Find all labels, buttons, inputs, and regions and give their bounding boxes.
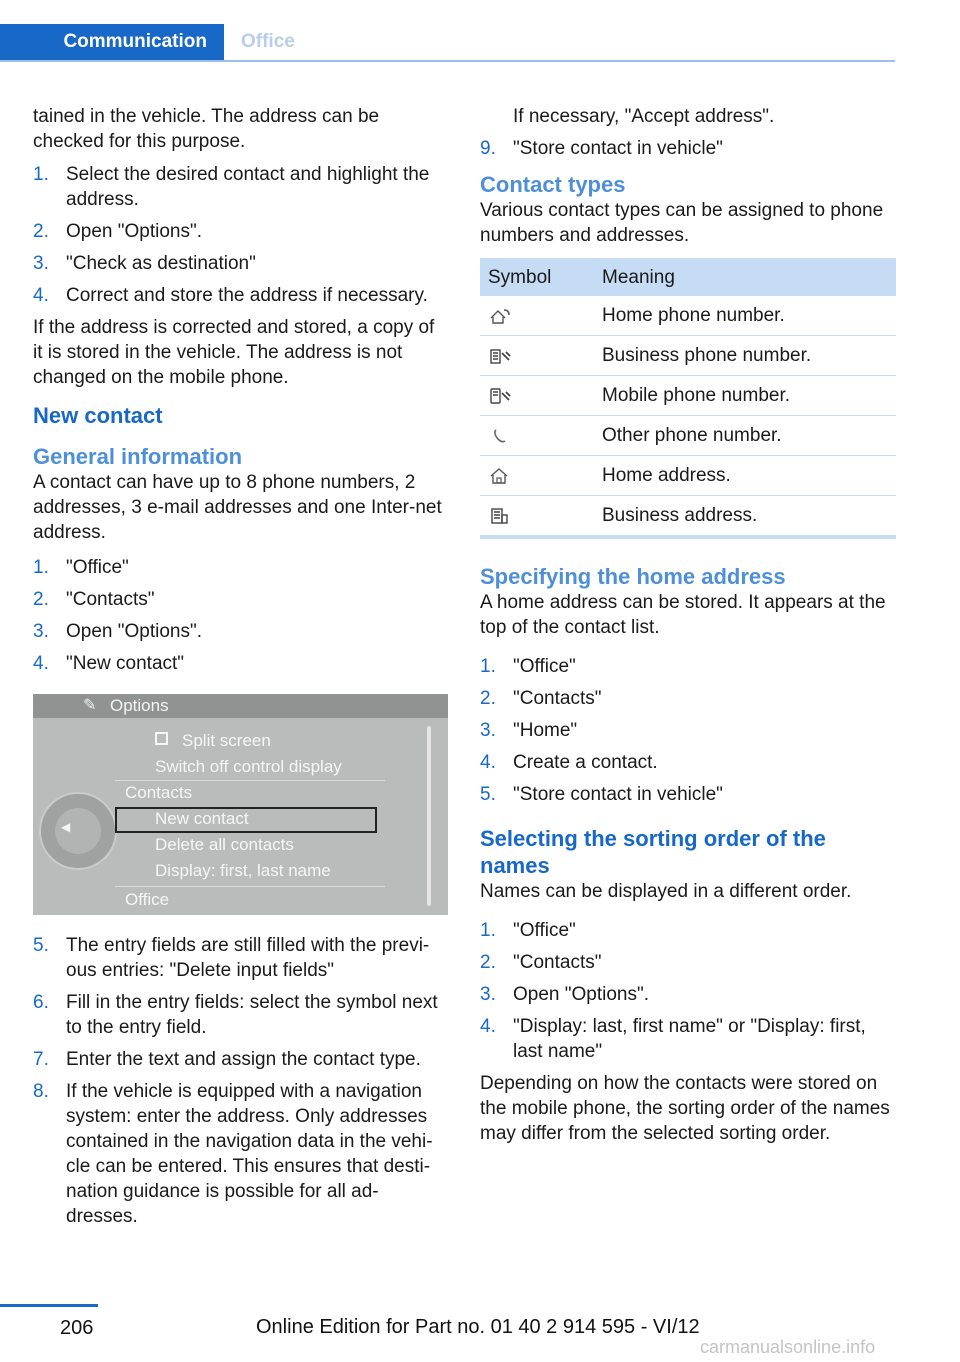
step-text: Select the desired contact and highlight the address. (66, 164, 430, 210)
table-row (480, 376, 896, 416)
screenshot-title: Options (110, 696, 169, 715)
step-text: "Store contact in vehicle" (513, 784, 723, 805)
step-number: 2. (33, 221, 49, 242)
step-number: 2. (480, 688, 496, 709)
arrow-left-icon: ◀ (61, 820, 71, 834)
contact-types-paragraph: Various contact types can be assigned to phone numbers and addresses. (480, 200, 884, 246)
edition-text: Online Edition for Part no. 01 40 2 914 595 - VI/12 (256, 1316, 700, 1338)
step-number: 3. (480, 720, 496, 741)
list-item (33, 587, 448, 612)
menu-item-new-contact[interactable]: New contact (155, 809, 249, 828)
list-item (33, 1079, 448, 1229)
controller-knob-icon (39, 792, 117, 870)
list-item (480, 686, 896, 711)
list-item (33, 219, 448, 244)
table-row (480, 416, 896, 456)
menu-item-delete-all[interactable]: Delete all contacts (155, 835, 294, 854)
left-column (33, 104, 448, 1236)
menu-separator (115, 886, 385, 887)
table-row (480, 336, 896, 376)
step-text: "Check as destination" (66, 253, 256, 274)
mobile-phone-icon (488, 387, 512, 405)
business-address-icon (488, 507, 512, 525)
list-item (480, 782, 896, 807)
sort-after-paragraph: Depending on how the contacts were stored on the mobile phone, the sorting order of the names may differ from the selected sorting order. (480, 1073, 890, 1144)
options-menu-screenshot (33, 694, 448, 915)
list-item (33, 990, 448, 1040)
list-item (33, 1047, 448, 1072)
list-item (480, 918, 896, 943)
menu-separator (115, 780, 385, 781)
step-number: 5. (33, 935, 49, 956)
page-header (0, 24, 895, 62)
step-text: Create a contact. (513, 752, 658, 773)
section-tab[interactable]: Communication (0, 24, 224, 60)
step-number: 9. (480, 138, 496, 159)
heading-new-contact: New contact (33, 403, 163, 428)
step-text: Open "Options". (66, 621, 203, 642)
table-row (480, 456, 896, 496)
list-item (33, 933, 448, 983)
step-number: 4. (480, 1016, 496, 1037)
home-steps-list (480, 654, 896, 807)
contact-types-table (480, 258, 896, 539)
page-number: 206 (60, 1317, 94, 1339)
list-item (480, 718, 896, 743)
meaning-cell: Business phone number. (594, 336, 896, 376)
table-row (480, 296, 896, 336)
step-number: 1. (480, 656, 496, 677)
subsection-tab[interactable]: Office (241, 31, 295, 52)
step-number: 4. (33, 285, 49, 306)
heading-contact-types: Contact types (480, 172, 626, 197)
page-number-bar (0, 1304, 98, 1307)
meaning-cell: Home phone number. (594, 296, 896, 336)
column-header-symbol: Symbol (480, 258, 594, 296)
heading-sorting-order: Selecting the sorting order of the names (480, 826, 826, 878)
step-number: 1. (480, 920, 496, 941)
step-number: 3. (480, 984, 496, 1005)
list-item (480, 1014, 896, 1064)
step-number: 6. (33, 992, 49, 1013)
step-text: If the vehicle is equipped with a navigation system: enter the address. Only addresses contained in the navigation data in the vehi‐cle can be entered. This ensures that desti‐nation guidance is possible for all ad‐dresses. (66, 1081, 433, 1227)
step-text: Correct and store the address if necessary. (66, 285, 428, 306)
list-item (480, 950, 896, 975)
menu-item-display[interactable]: Display: first, last name (155, 861, 331, 880)
step-text: "Office" (513, 656, 576, 677)
step-number: 5. (480, 784, 496, 805)
step-text: "Contacts" (513, 688, 602, 709)
meaning-cell: Home address. (594, 456, 896, 496)
screenshot-title-bar (33, 694, 448, 718)
step-8-continued: If necessary, "Accept address". (513, 106, 775, 127)
list-item (33, 555, 448, 580)
general-paragraph: A contact can have up to 8 phone numbers, 2 addresses, 3 e-mail addresses and one Inter‐net address. (33, 472, 442, 543)
check-steps-list (33, 162, 448, 308)
table-row (480, 496, 896, 538)
step-text: "Store contact in vehicle" (513, 138, 723, 159)
scrollbar[interactable] (427, 726, 431, 906)
continued-steps-list (33, 933, 448, 1229)
menu-item-split-screen[interactable]: Split screen (155, 730, 271, 752)
after-check-paragraph: If the address is corrected and stored, a copy of it is stored in the vehicle. The address is not changed on the mobile phone. (33, 317, 435, 388)
step-text: "Contacts" (66, 589, 155, 610)
step-text: Open "Options". (513, 984, 650, 1005)
home-paragraph: A home address can be stored. It appears at the top of the contact list. (480, 592, 886, 638)
menu-item-switch-off[interactable]: Switch off control display (155, 757, 342, 776)
menu-frame (115, 722, 415, 912)
right-column (480, 104, 896, 1154)
step-number: 4. (33, 653, 49, 674)
sort-steps-list (480, 918, 896, 1064)
heading-general-information: General information (33, 444, 243, 469)
header-rule (0, 60, 895, 62)
list-item (480, 750, 896, 775)
step-number: 3. (33, 253, 49, 274)
step-number: 1. (33, 164, 49, 185)
step-text: Enter the text and assign the contact type. (66, 1049, 421, 1070)
meaning-cell: Other phone number. (594, 416, 896, 456)
new-contact-steps-list (33, 555, 448, 676)
step-number: 8. (33, 1081, 49, 1102)
business-phone-icon (488, 347, 512, 365)
store-steps-list (480, 136, 896, 161)
options-icon: ✎ (83, 697, 97, 714)
meaning-cell: Business address. (594, 496, 896, 538)
list-item (480, 654, 896, 679)
step-number: 4. (480, 752, 496, 773)
menu-section-office[interactable]: Office (125, 890, 170, 909)
step-number: 1. (33, 557, 49, 578)
list-item (33, 651, 448, 676)
home-phone-icon (488, 307, 512, 325)
menu-section-contacts: Contacts (125, 783, 193, 802)
intro-paragraph: tained in the vehicle. The address can be checked for this purpose. (33, 106, 380, 152)
step-text: "Office" (66, 557, 129, 578)
list-item (33, 251, 448, 276)
step-text: The entry fields are still filled with the previ‐ous entries: "Delete input fields" (66, 935, 430, 981)
column-header-meaning: Meaning (594, 258, 896, 296)
sort-paragraph: Names can be displayed in a different order. (480, 881, 852, 902)
list-item (33, 283, 448, 308)
list-item (33, 619, 448, 644)
step-number: 2. (480, 952, 496, 973)
step-text: "Office" (513, 920, 576, 941)
home-address-icon (488, 467, 512, 485)
table-header-row (480, 258, 896, 296)
meaning-cell: Mobile phone number. (594, 376, 896, 416)
step-text: Fill in the entry fields: select the symbol next to the entry field. (66, 992, 438, 1038)
list-item (480, 136, 896, 161)
step-number: 7. (33, 1049, 49, 1070)
list-item (480, 982, 896, 1007)
step-text: Open "Options". (66, 221, 203, 242)
step-text: "New contact" (66, 653, 185, 674)
checkbox-icon[interactable] (155, 732, 168, 745)
watermark[interactable]: carmanualsonline.info (700, 1337, 876, 1357)
heading-home-address: Specifying the home address (480, 564, 786, 589)
list-item (33, 162, 448, 212)
other-phone-icon (488, 427, 512, 445)
step-text: "Display: last, first name" or "Display: first, last name" (513, 1016, 866, 1062)
step-number: 3. (33, 621, 49, 642)
step-text: "Home" (513, 720, 578, 741)
step-number: 2. (33, 589, 49, 610)
step-text: "Contacts" (513, 952, 602, 973)
